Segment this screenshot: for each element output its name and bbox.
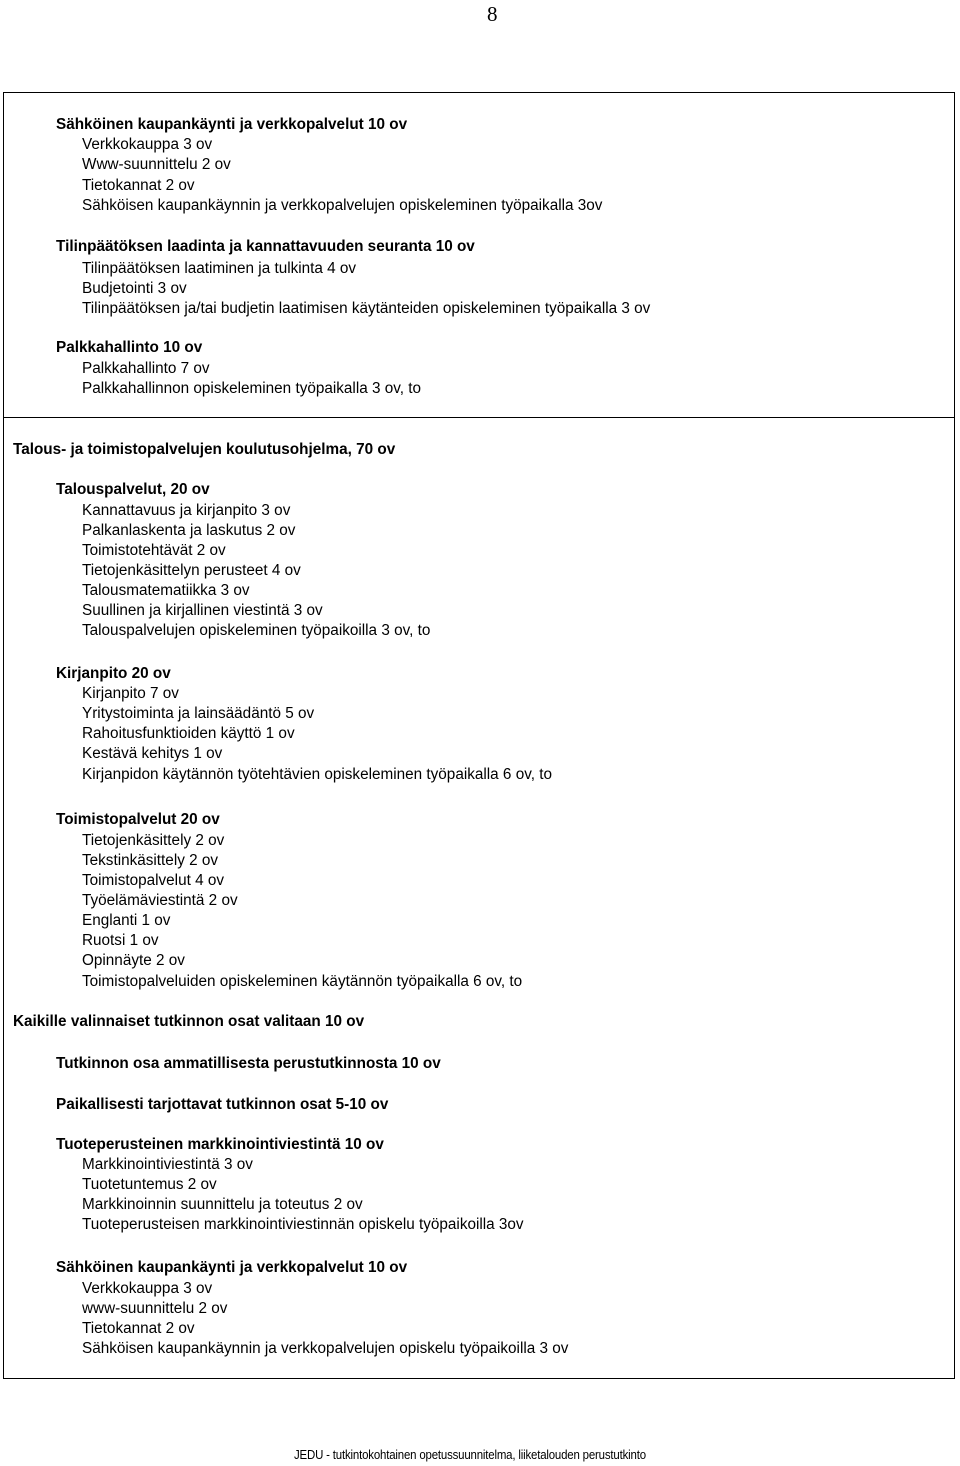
section-heading: Palkkahallinto 10 ov <box>56 339 203 356</box>
list-item: Palkkahallinto 7 ov <box>82 360 210 377</box>
list-item: Toimistopalveluiden opiskeleminen käytännön työpaikalla 6 ov, to <box>82 973 523 990</box>
section-heading: Tuoteperusteinen markkinointiviestintä 10 ov <box>56 1136 384 1153</box>
page-number: 8 <box>487 2 498 26</box>
list-item: Englanti 1 ov <box>82 912 171 929</box>
list-item: Suullinen ja kirjallinen viestintä 3 ov <box>82 602 323 619</box>
program-heading: Talous- ja toimistopalvelujen koulutusohjelma, 70 ov <box>13 441 396 458</box>
list-item: Opinnäyte 2 ov <box>82 952 185 969</box>
list-item: Tekstinkäsittely 2 ov <box>82 852 219 869</box>
list-item: Työelämäviestintä 2 ov <box>82 892 238 909</box>
list-item: Palkanlaskenta ja laskutus 2 ov <box>82 522 296 539</box>
list-item: Tietojenkäsittelyn perusteet 4 ov <box>82 562 301 579</box>
section-heading: Tilinpäätöksen laadinta ja kannattavuuden seuranta 10 ov <box>56 238 475 255</box>
page-footer: JEDU - tutkintokohtainen opetussuunnitelma, liiketalouden perustutkinto <box>294 1447 646 1462</box>
list-item: Sähköisen kaupankäynnin ja verkkopalvelujen opiskelu työpaikoilla 3 ov <box>82 1340 569 1357</box>
list-item: Kirjanpito 7 ov <box>82 685 179 702</box>
list-item: Tietojenkäsittely 2 ov <box>82 832 225 849</box>
list-item: www-suunnittelu 2 ov <box>82 1300 228 1317</box>
list-item: Tietokannat 2 ov <box>82 1320 195 1337</box>
section-heading: Talouspalvelut, 20 ov <box>56 481 210 498</box>
list-item: Palkkahallinnon opiskeleminen työpaikalla 3 ov, to <box>82 380 422 397</box>
section-heading: Sähköinen kaupankäynti ja verkkopalvelut 10 ov <box>56 116 408 133</box>
list-item: Kestävä kehitys 1 ov <box>82 745 223 762</box>
list-item: Markkinoinnin suunnittelu ja toteutus 2 ov <box>82 1196 363 1213</box>
list-item: Tuotetuntemus 2 ov <box>82 1176 217 1193</box>
list-item: Ruotsi 1 ov <box>82 932 159 949</box>
section-heading: Sähköinen kaupankäynti ja verkkopalvelut 10 ov <box>56 1259 408 1276</box>
list-item: Toimistotehtävät 2 ov <box>82 542 226 559</box>
list-item: Markkinointiviestintä 3 ov <box>82 1156 253 1173</box>
list-item: Kirjanpidon käytännön työtehtävien opiskeleminen työpaikalla 6 ov, to <box>82 766 552 783</box>
list-item: Sähköisen kaupankäynnin ja verkkopalvelujen opiskeleminen työpaikalla 3ov <box>82 197 603 214</box>
section-heading: Kirjanpito 20 ov <box>56 665 171 682</box>
list-item: Tilinpäätöksen laatiminen ja tulkinta 4 ov <box>82 260 357 277</box>
list-item: Budjetointi 3 ov <box>82 280 187 297</box>
section-heading: Paikallisesti tarjottavat tutkinnon osat 5-10 ov <box>56 1096 389 1113</box>
section-heading: Tutkinnon osa ammatillisesta perustutkinnosta 10 ov <box>56 1055 441 1072</box>
list-item: Tilinpäätöksen ja/tai budjetin laatimisen käytänteiden opiskeleminen työpaikalla 3 ov <box>82 300 651 317</box>
section-heading: Toimistopalvelut 20 ov <box>56 811 220 828</box>
electives-heading: Kaikille valinnaiset tutkinnon osat valitaan 10 ov <box>13 1013 365 1030</box>
list-item: Talousmatematiikka 3 ov <box>82 582 250 599</box>
list-item: Verkkokauppa 3 ov <box>82 1280 213 1297</box>
list-item: Rahoitusfunktioiden käyttö 1 ov <box>82 725 295 742</box>
list-item: Talouspalvelujen opiskeleminen työpaikoilla 3 ov, to <box>82 622 431 639</box>
list-item: Www-suunnittelu 2 ov <box>82 156 231 173</box>
list-item: Kannattavuus ja kirjanpito 3 ov <box>82 502 291 519</box>
list-item: Verkkokauppa 3 ov <box>82 136 213 153</box>
list-item: Yritystoiminta ja lainsäädäntö 5 ov <box>82 705 315 722</box>
list-item: Tietokannat 2 ov <box>82 177 195 194</box>
list-item: Toimistopalvelut 4 ov <box>82 872 224 889</box>
list-item: Tuoteperusteisen markkinointiviestinnän opiskelu työpaikoilla 3ov <box>82 1216 524 1233</box>
